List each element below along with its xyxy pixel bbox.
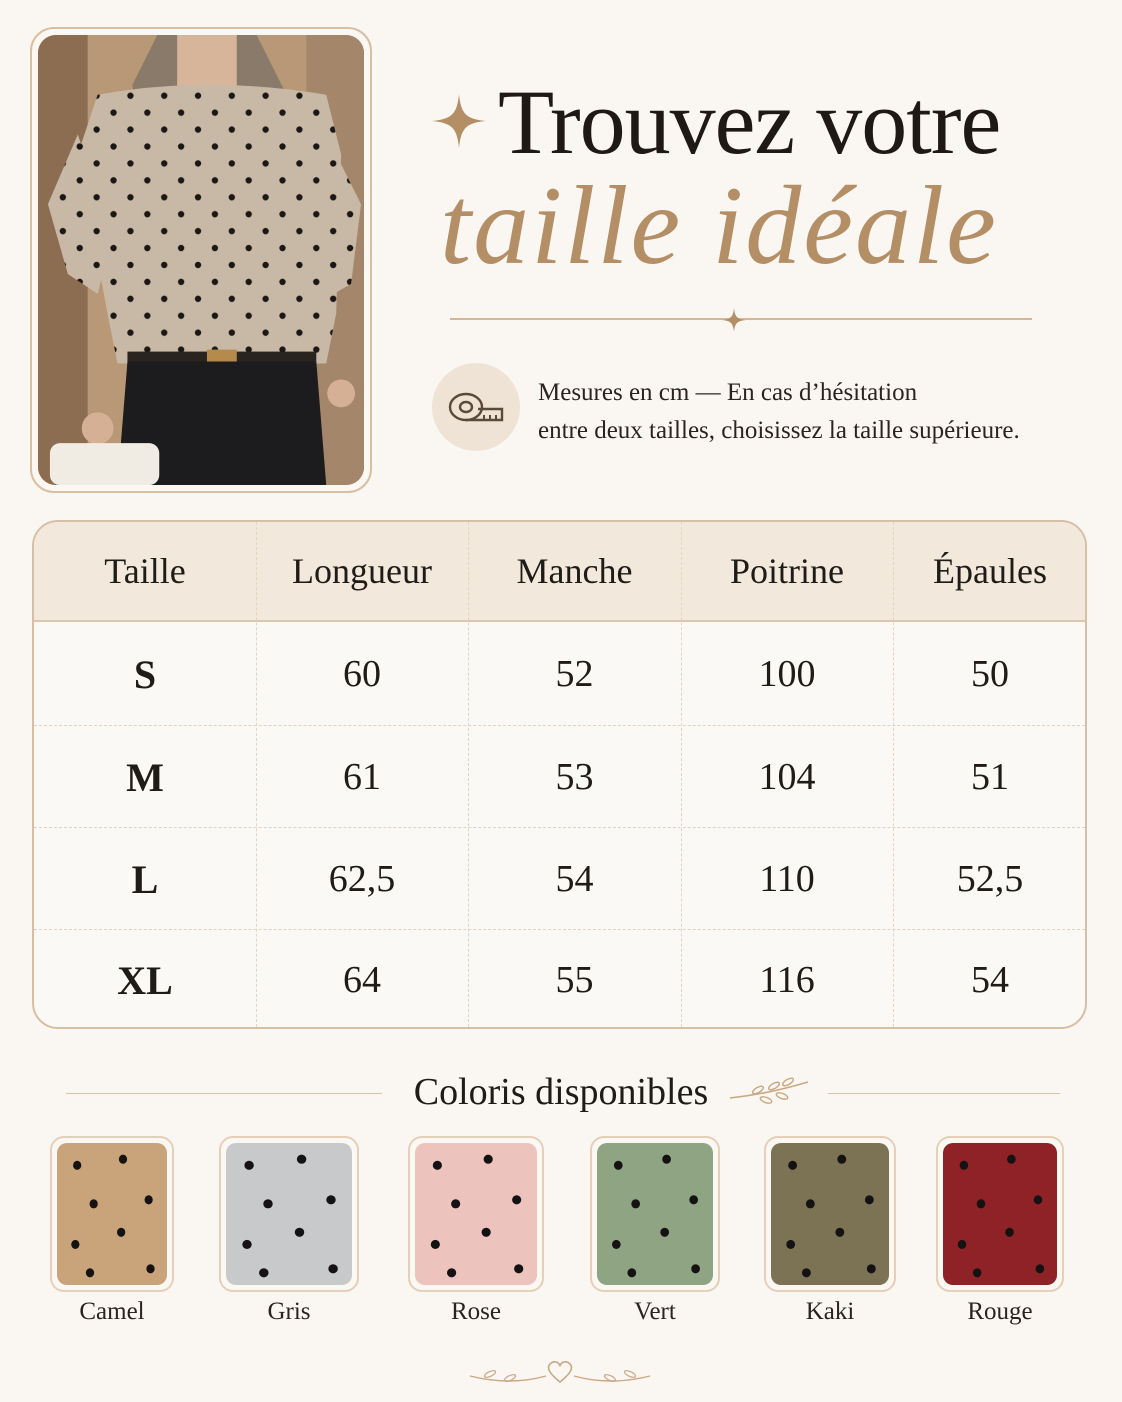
swatch-fabric — [57, 1143, 167, 1285]
table-cell-longueur: 61 — [343, 756, 381, 798]
table-cell-size: M — [126, 754, 164, 800]
measurement-note — [538, 374, 1098, 450]
colors-divider-right — [828, 1093, 1060, 1094]
swatch-fabric — [415, 1143, 537, 1285]
table-cell-longueur: 60 — [343, 653, 381, 695]
product-photo — [38, 35, 364, 485]
table-cell-manche: 52 — [555, 653, 594, 695]
table-cell-poitrine: 110 — [759, 858, 815, 900]
table-cell-manche: 55 — [555, 959, 594, 1001]
page-subtitle: taille idéale — [440, 164, 998, 288]
swatch-fabric — [943, 1143, 1057, 1285]
header-taille: Taille — [104, 551, 186, 591]
table-cell-epaules: 52,5 — [956, 858, 1024, 900]
table-cell-size: L — [131, 856, 159, 902]
table-cell-size: S — [133, 651, 157, 697]
color-swatch-vert[interactable] — [590, 1136, 720, 1292]
note-line-2: entre deux tailles, choisissez la taille supérieure. — [538, 417, 1020, 444]
table-cell-manche: 54 — [555, 858, 594, 900]
swatch-fabric — [597, 1143, 713, 1285]
color-label: Kaki — [805, 1298, 855, 1325]
colors-title: Coloris disponibles — [413, 1071, 709, 1113]
header-epaules: Épaules — [933, 551, 1047, 591]
table-cell-epaules: 51 — [971, 756, 1009, 798]
color-swatch-camel[interactable] — [50, 1136, 174, 1292]
table-cell-poitrine: 104 — [758, 756, 816, 798]
sparkle-icon — [430, 92, 488, 150]
size-chart-table — [32, 520, 1087, 1029]
header-manche: Manche — [516, 551, 633, 591]
color-swatch-rose[interactable] — [408, 1136, 544, 1292]
swatch-fabric — [226, 1143, 352, 1285]
table-cell-size: XL — [117, 957, 173, 1003]
color-swatch-gris[interactable] — [219, 1136, 359, 1292]
product-photo-frame — [30, 27, 372, 493]
header-poitrine: Poitrine — [730, 551, 844, 591]
heart-ornament-icon — [460, 1352, 660, 1388]
leaf-sprig-icon — [728, 1076, 810, 1108]
table-cell-manche: 53 — [555, 756, 594, 798]
page-title: Trouvez votre — [498, 71, 1001, 173]
table-cell-poitrine: 116 — [759, 959, 815, 1001]
color-swatch-rouge[interactable] — [936, 1136, 1064, 1292]
measuring-tape-icon — [448, 387, 504, 427]
color-label: Vert — [634, 1298, 676, 1325]
table-header-row — [34, 522, 1085, 622]
swatch-fabric — [771, 1143, 889, 1285]
color-label: Rouge — [967, 1298, 1033, 1325]
table-cell-epaules: 50 — [971, 653, 1009, 695]
table-cell-longueur: 64 — [343, 959, 381, 1001]
table-cell-longueur: 62,5 — [328, 858, 396, 900]
measuring-tape-badge — [432, 363, 520, 451]
table-cell-poitrine: 100 — [758, 653, 816, 695]
header-longueur: Longueur — [292, 551, 432, 591]
sweater-model-image — [38, 35, 364, 485]
note-line-1: Mesures en cm — En cas d’hésitation — [538, 379, 918, 406]
divider-star-icon — [722, 308, 746, 332]
color-swatch-kaki[interactable] — [764, 1136, 896, 1292]
color-label: Rose — [451, 1298, 501, 1325]
color-label: Gris — [267, 1298, 311, 1325]
table-cell-epaules: 54 — [971, 959, 1009, 1001]
color-label: Camel — [79, 1298, 145, 1325]
